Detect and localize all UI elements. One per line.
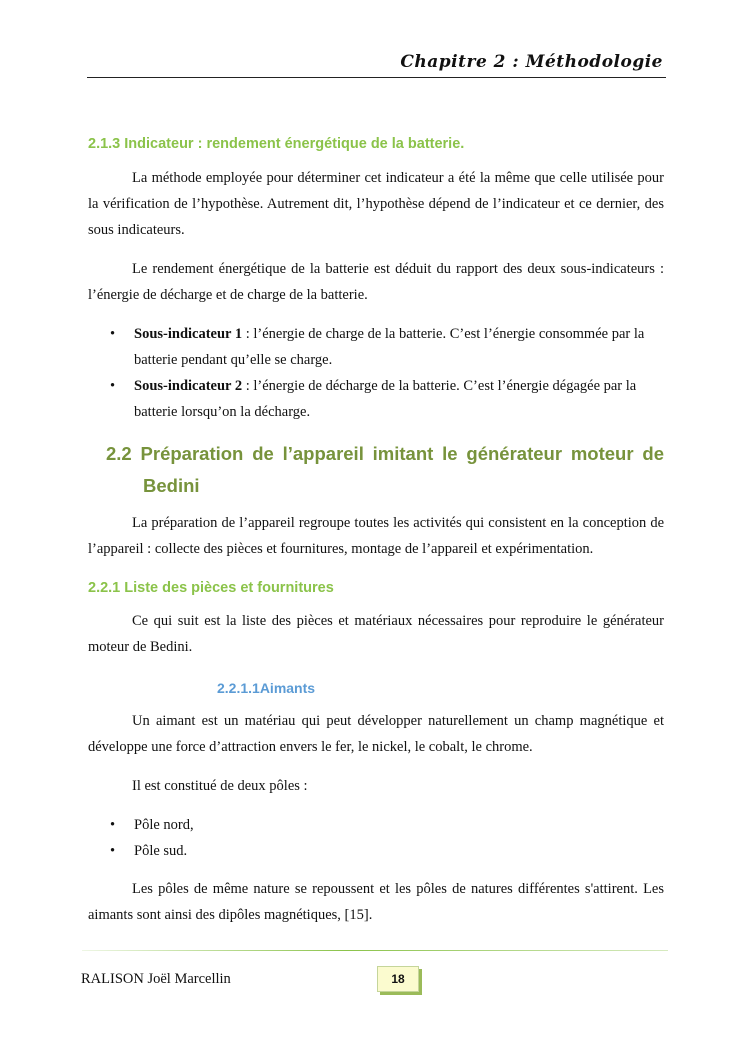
paragraph: Les pôles de même nature se repoussent et les pôles de natures différentes s'attirent. Les aimants sont ainsi des dipôles magnétiques, [15]. bbox=[88, 881, 664, 923]
footer-rule bbox=[82, 950, 668, 951]
list-item bbox=[88, 321, 664, 373]
list-item-text: : l’énergie de décharge de la batterie. C’est l’énergie dégagée par la batterie lorsqu’on la décharge. bbox=[134, 378, 637, 420]
section-2-1-3-heading: 2.1.3 Indicateur : rendement énergétique de la batterie. bbox=[88, 136, 465, 152]
poles-list bbox=[88, 812, 664, 864]
paragraph: La préparation de l’appareil regroupe toutes les activités qui consistent en la conception de l’appareil : collecte des pièces et fournitures, montage de l’appareil et expérimentation. bbox=[88, 515, 664, 557]
list-item-term: Sous-indicateur 2 bbox=[134, 378, 243, 394]
section-title-word: de bbox=[252, 443, 274, 464]
header-rule bbox=[87, 77, 666, 78]
section-2-2-1-1-heading: 2.2.1.1Aimants bbox=[217, 680, 316, 696]
list-item bbox=[88, 373, 664, 425]
page-number-badge: 18 bbox=[377, 966, 419, 992]
list-item bbox=[88, 838, 664, 864]
list-item-text: Pôle sud. bbox=[134, 843, 188, 859]
author-name: RALISON Joël Marcellin bbox=[81, 971, 231, 987]
section-title-word: de bbox=[642, 443, 664, 464]
section-2-2-heading bbox=[106, 438, 664, 502]
list-item-term: Sous-indicateur 1 bbox=[134, 326, 243, 342]
list-item-text: : l’énergie de charge de la batterie. C’est l’énergie consommée par la batterie pendant qu’elle se charge. bbox=[134, 326, 645, 368]
section-title-word: moteur bbox=[570, 443, 634, 464]
paragraph: La méthode employée pour déterminer cet indicateur a été la même que celle utilisée pour la vérification de l’hypothèse. Autrement dit, l’hypothèse dépend de l’indicateur et ce dernier, des sous indicateurs. bbox=[88, 170, 664, 238]
section-title-word: générateur bbox=[466, 443, 563, 464]
section-title-word: Préparation bbox=[140, 443, 244, 464]
paragraph: Il est constitué de deux pôles : bbox=[132, 778, 308, 794]
section-title-word: imitant bbox=[372, 443, 434, 464]
list-item-text: Pôle nord, bbox=[134, 817, 194, 833]
bullet-icon: • bbox=[110, 378, 116, 394]
section-number: 2.2 bbox=[106, 443, 132, 464]
bullet-icon: • bbox=[110, 843, 116, 859]
list-item bbox=[88, 812, 664, 838]
paragraph: Un aimant est un matériau qui peut développer naturellement un champ magnétique et développe une force d’attraction envers le fer, le nickel, le cobalt, le chrome. bbox=[88, 713, 664, 755]
bullet-icon: • bbox=[110, 817, 116, 833]
paragraph: Le rendement énergétique de la batterie est déduit du rapport des deux sous-indicateurs : l’énergie de décharge et de charge de la batterie. bbox=[88, 261, 664, 303]
section-title-word: l’appareil bbox=[282, 443, 364, 464]
bullet-icon: • bbox=[110, 326, 116, 342]
paragraph: Ce qui suit est la liste des pièces et matériaux nécessaires pour reproduire le générateur moteur de Bedini. bbox=[88, 613, 664, 655]
section-2-2-1-heading: 2.2.1 Liste des pièces et fournitures bbox=[88, 580, 334, 596]
sub-indicator-list bbox=[88, 321, 664, 425]
section-title-last: Bedini bbox=[143, 475, 200, 496]
chapter-header: Chapitre 2 : Méthodologie bbox=[400, 52, 663, 72]
section-title-word: le bbox=[442, 443, 458, 464]
